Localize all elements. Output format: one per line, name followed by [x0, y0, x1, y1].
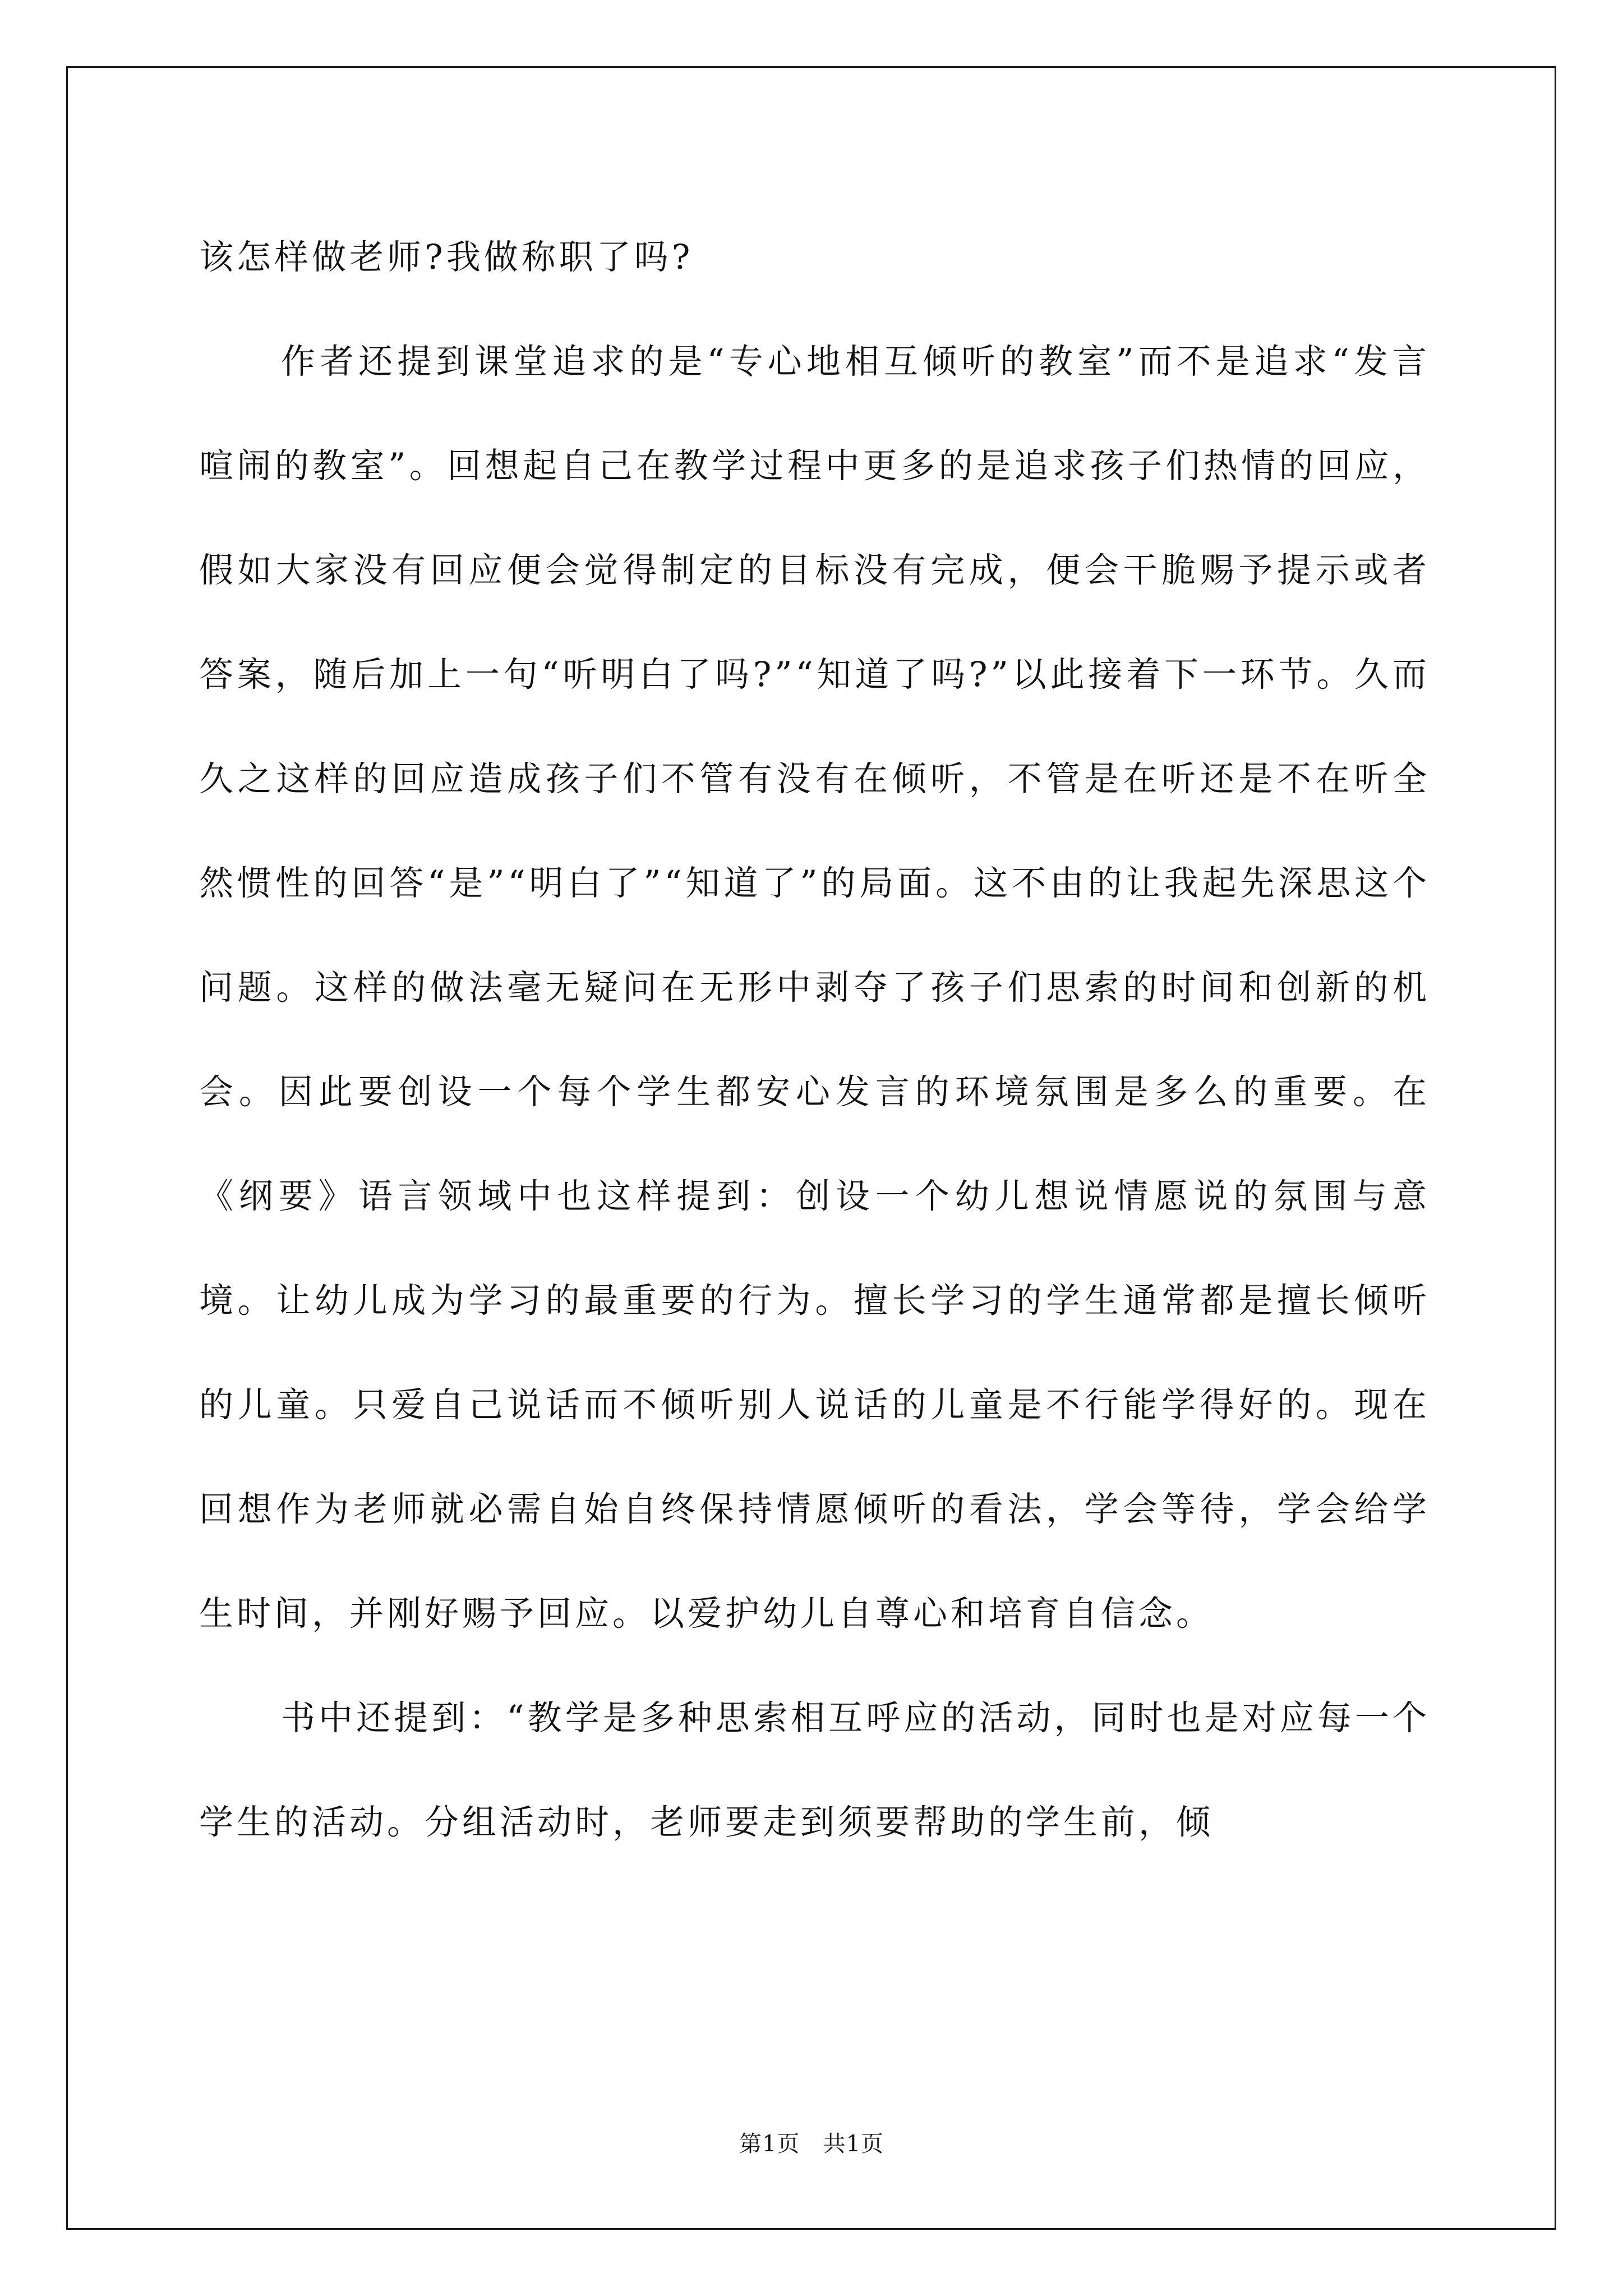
page-footer	[0, 2126, 1623, 2158]
paragraph-2: 作者还提到课堂追求的是“专心地相互倾听的教室”而不是追求“发言喧闹的教室”。回想起自己在教学过程中更多的是追求孩子们热情的回应，假如大家没有回应便会觉得制定的目标没有完成，便会干脆赐予提示或者答案，随后加上一句“听明白了吗?”“知道了吗?”以此接着下一环节。久而久之这样的回应造成孩子们不管有没有在倾听，不管是在听还是不在听全然惯性的回答“是”“明白了”“知道了”的局面。这不由的让我起先深思这个问题。这样的做法毫无疑问在无形中剥夺了孩子们思索的时间和创新的机会。因此要创设一个每个学生都安心发言的环境氛围是多么的重要。在《纲要》语言领域中也这样提到：创设一个幼儿想说情愿说的氛围与意境。让幼儿成为学习的最重要的行为。擅长学习的学生通常都是擅长倾听的儿童。只爱自己说话而不倾听别人说话的儿童是不行能学得好的。现在回想作为老师就必需自始自终保持情愿倾听的看法，学会等待，学会给学生时间，并刚好赐予回应。以爱护幼儿自尊心和培育自信念。	[199, 342, 1430, 1634]
document-body	[199, 205, 1430, 1875]
paragraph-1: 该怎样做老师?我做称职了吗?	[199, 237, 694, 277]
page-number: 第1页	[739, 2131, 800, 2157]
paragraph-3: 书中还提到：“教学是多种思索相互呼应的活动，同时也是对应每一个学生的活动。分组活动时，老师要走到须要帮助的学生前，倾	[199, 1698, 1430, 1842]
total-pages: 共1页	[823, 2131, 884, 2157]
